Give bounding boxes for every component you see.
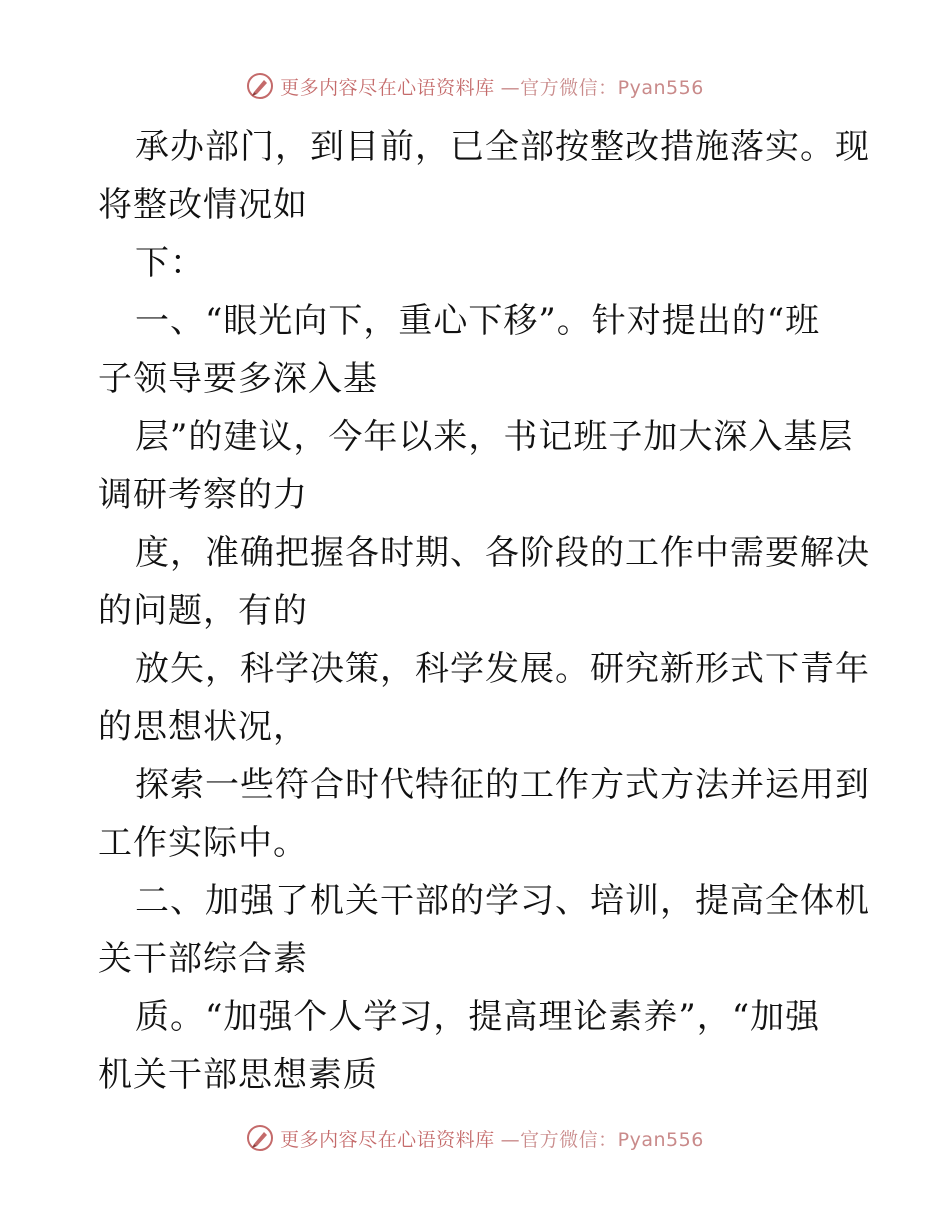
body-line: 质。“加强个人学习，提高理论素养”，“加强 bbox=[135, 997, 821, 1037]
body-line: 下： bbox=[135, 243, 205, 283]
body-line: 放矢，科学决策，科学发展。研究新形式下青年 bbox=[135, 649, 870, 689]
body-line: 关干部综合素 bbox=[98, 939, 308, 979]
document-body bbox=[98, 118, 870, 1104]
body-line: 工作实际中。 bbox=[98, 823, 308, 863]
quill-pen-logo-icon bbox=[246, 72, 274, 100]
header-watermark bbox=[0, 72, 950, 100]
body-line: 的思想状况， bbox=[98, 707, 308, 747]
body-line: 调研考察的力 bbox=[98, 475, 308, 515]
body-line: 一、“眼光向下，重心下移”。针对提出的“班 bbox=[135, 301, 821, 341]
body-line: 二、加强了机关干部的学习、培训，提高全体机 bbox=[135, 881, 870, 921]
body-line: 机关干部思想素质 bbox=[98, 1055, 378, 1095]
body-line: 度，准确把握各时期、各阶段的工作中需要解决 bbox=[135, 533, 870, 573]
footer-watermark bbox=[0, 1124, 950, 1152]
body-line: 将整改情况如 bbox=[98, 185, 308, 225]
body-line: 的问题，有的 bbox=[98, 591, 308, 631]
watermark-contact-text: —官方微信：Pyan556 bbox=[500, 1128, 704, 1151]
body-line: 探索一些符合时代特征的工作方式方法并运用到 bbox=[135, 765, 870, 805]
body-line: 承办部门，到目前，已全部按整改措施落实。现 bbox=[135, 127, 870, 167]
body-line: 子领导要多深入基 bbox=[98, 359, 378, 399]
watermark-main-text: 更多内容尽在心语资料库 bbox=[280, 1128, 495, 1151]
watermark-contact-text: —官方微信：Pyan556 bbox=[500, 76, 704, 99]
body-line: 层”的建议，今年以来，书记班子加大深入基层 bbox=[135, 417, 854, 457]
watermark-main-text: 更多内容尽在心语资料库 bbox=[280, 76, 495, 99]
quill-pen-logo-icon bbox=[246, 1124, 274, 1152]
